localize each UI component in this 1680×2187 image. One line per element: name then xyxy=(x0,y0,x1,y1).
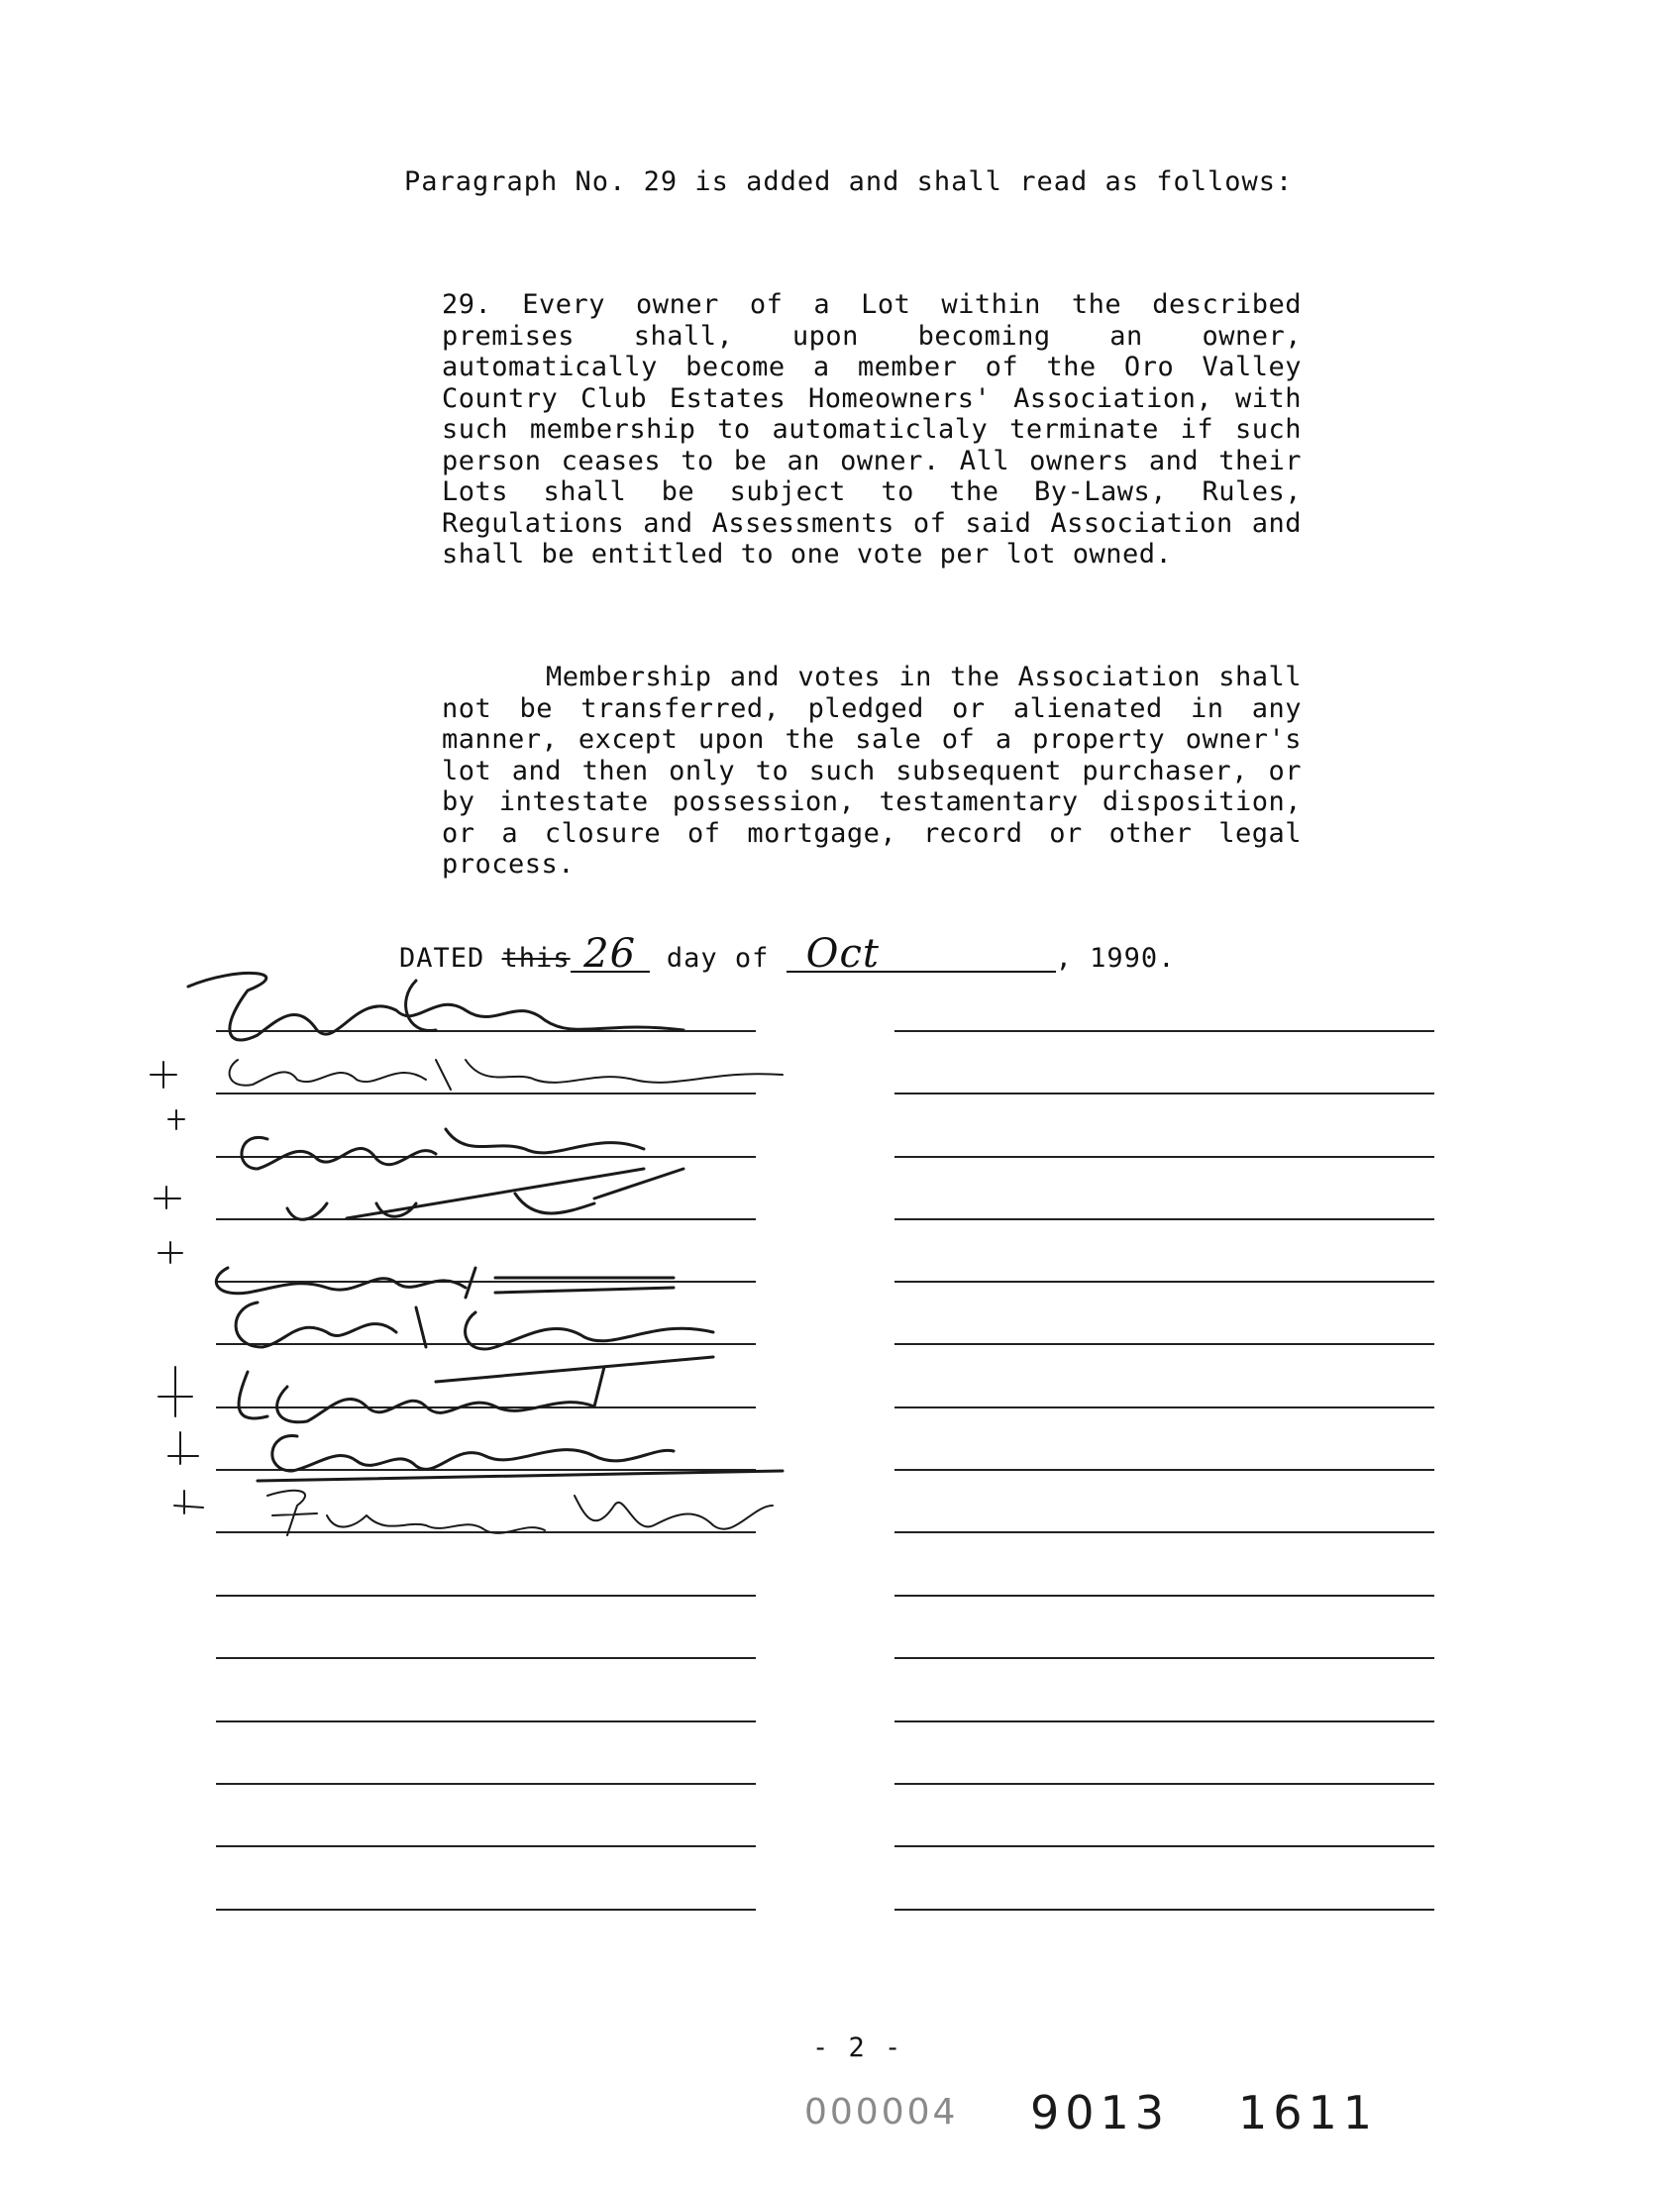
signature-line xyxy=(894,1720,1434,1722)
signature-line xyxy=(894,1657,1434,1659)
signature-line xyxy=(894,1030,1434,1032)
signature-line xyxy=(894,1845,1434,1847)
signature-line xyxy=(216,1218,756,1220)
signature-line xyxy=(216,1845,756,1847)
margin-check-marks xyxy=(151,1062,203,1513)
signature-line xyxy=(216,1343,756,1345)
intro-sentence: Paragraph No. 29 is added and shall read as follows: xyxy=(404,166,1294,197)
membership-paragraph: Membership and votes in the Association shall not be transferred, pledged or alienated in any manner, except upon the sale of a property owner's lot and then only to such subsequent purchaser, or by intestate possession, testamentary disposition, or a closure of mortgage, record or other legal process. xyxy=(442,662,1302,880)
signature-line xyxy=(894,1469,1434,1471)
signature-line xyxy=(216,1783,756,1785)
signature-line xyxy=(216,1531,756,1533)
signature-line xyxy=(894,1531,1434,1533)
signature-line xyxy=(216,1657,756,1659)
signature-line xyxy=(216,1469,756,1471)
signature-line xyxy=(894,1156,1434,1158)
signature-2 xyxy=(230,1060,783,1090)
signature-line xyxy=(894,1218,1434,1220)
signature-line xyxy=(216,1406,756,1408)
signature-9 xyxy=(267,1491,773,1535)
recording-stamp-page: 1611 xyxy=(1238,2086,1379,2139)
signature-6 xyxy=(236,1302,713,1382)
signature-line xyxy=(216,1093,756,1094)
signature-line xyxy=(894,1281,1434,1283)
day-field: 26 xyxy=(571,937,650,973)
signature-4 xyxy=(287,1169,644,1219)
signature-line xyxy=(216,1720,756,1722)
signature-line xyxy=(894,1406,1434,1408)
signature-line xyxy=(894,1909,1434,1911)
signature-line xyxy=(216,1281,756,1283)
signature-line xyxy=(216,1156,756,1158)
signature-3 xyxy=(242,1129,683,1198)
month-field: Oct xyxy=(787,937,1056,973)
dated-line xyxy=(399,931,1176,977)
signature-line xyxy=(216,1595,756,1597)
signature-line xyxy=(216,1030,756,1032)
paragraph-29: 29. Every owner of a Lot within the described premises shall, upon becoming an owner, automatically become a member of the Oro Valley Country Club Estates Homeowners' Association, with such membership to automaticlaly terminate if such person ceases to be an owner. All owners and their Lots shall be subject to the By-Laws, Rules, Regulations and Assessments of said Association and shall be entitled to one vote per lot owned. xyxy=(442,289,1302,570)
year-label: , 1990. xyxy=(1055,943,1176,974)
signature-line xyxy=(894,1093,1434,1094)
page-number: - 2 - xyxy=(812,2032,903,2063)
struck-word: this xyxy=(501,943,571,974)
recording-stamp-book: 9013 xyxy=(1030,2086,1171,2139)
recording-stamp-faint: 000004 xyxy=(804,2092,959,2133)
signature-line xyxy=(216,1909,756,1911)
day-of-label: day of xyxy=(666,943,770,974)
signature-7 xyxy=(239,1367,604,1422)
signature-line xyxy=(894,1783,1434,1785)
dated-label: DATED xyxy=(399,943,485,974)
signature-line xyxy=(894,1343,1434,1345)
signature-5 xyxy=(216,1268,674,1298)
signature-line xyxy=(894,1595,1434,1597)
signature-8 xyxy=(258,1436,783,1481)
